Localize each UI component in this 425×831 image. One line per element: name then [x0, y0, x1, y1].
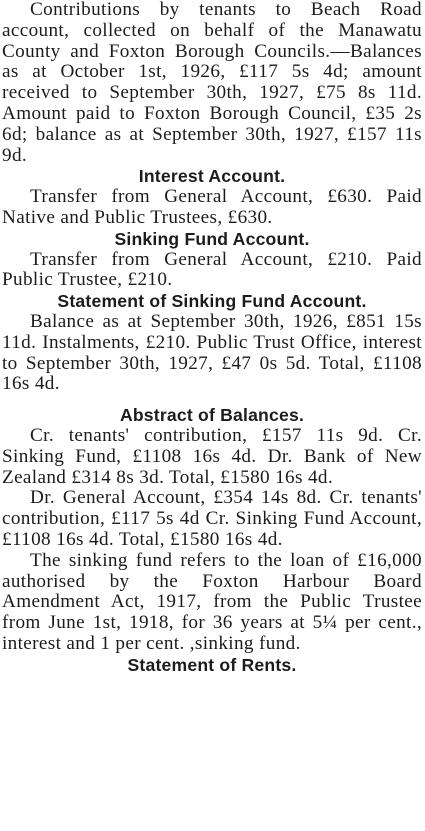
abstract-paragraph-credits: Cr. tenants' contribution, £157 11s 9d. Cr. Sinking Fund, £1108 16s 4d. Dr. Bank of New Zealand £314 8s 3d. Total, £1580 16s 4d.	[2, 424, 422, 488]
sinking-fund-statement-heading: Statement of Sinking Fund Account.	[57, 291, 367, 312]
sinking-fund-account-paragraph: Transfer from General Account, £210. Paid Public Trustee, £210.	[2, 248, 422, 291]
abstract-paragraph-debits: Dr. General Account, £354 14s 8d. Cr. tenants' contribution, £117 5s 4d Cr. Sinking Fund Account, £1108 16s 4d. Total, £1580 16s 4d.	[2, 487, 422, 550]
statement-of-rents-heading: Statement of Rents.	[127, 654, 297, 675]
newspaper-column	[2, 0, 422, 676]
interest-account-heading: Interest Account.	[138, 166, 286, 187]
sinking-fund-statement-paragraph: Balance as at September 30th, 1926, £851 15s 11d. Instalments, £210. Public Trust Office, interest to September 30th, 1927, £47 0s 5d. Total, £1108 16s 4d.	[2, 310, 422, 395]
contributions-paragraph: Contributions by tenants to Beach Road account, collected on behalf of the Manawatu County and Foxton Borough Councils.—Balances as at October 1st, 1926, £117 5s 4d; amount received to September 30th, 1927, £75 8s 11d. Amount paid to Foxton Borough Council, £35 2s 6d; balance as at September 30th, 1927, £157 11s 9d.	[2, 0, 422, 166]
abstract-of-balances-heading: Abstract of Balances.	[119, 405, 305, 426]
loan-note-paragraph: The sinking fund refers to the loan of £16,000 authorised by the Foxton Harbour Board Amendment Act, 1917, from the Public Trustee from June 1st, 1918, for 36 years at 5¼ per cent., interest and 1 per cent. ,sinking fund.	[2, 549, 422, 654]
interest-account-paragraph: Transfer from General Account, £630. Paid Native and Public Trustees, £630.	[2, 186, 422, 228]
sinking-fund-account-heading: Sinking Fund Account.	[114, 228, 310, 249]
